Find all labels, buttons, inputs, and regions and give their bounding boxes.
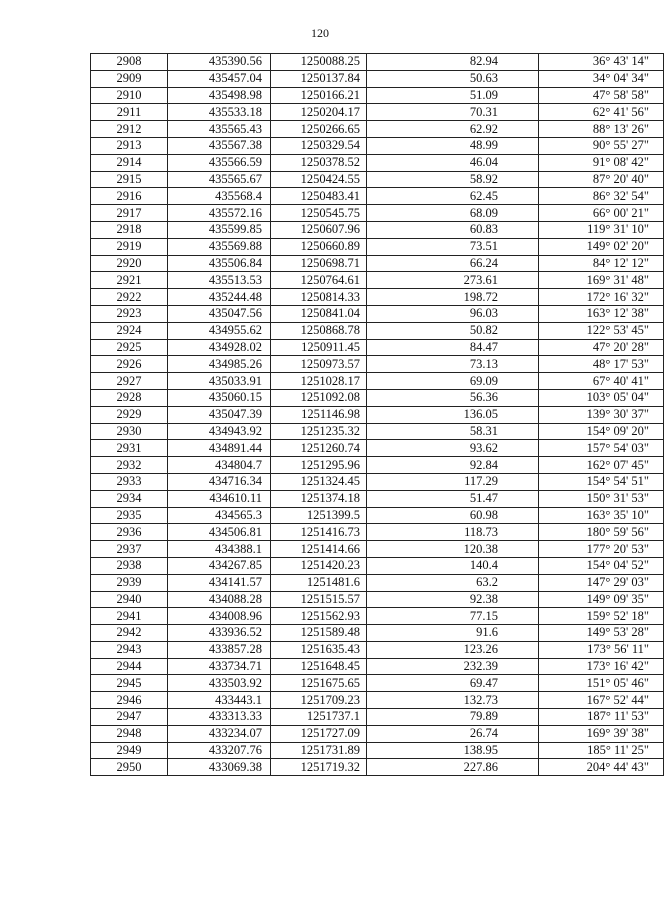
distance-cell: 63.2 xyxy=(367,574,539,591)
x-coordinate-cell: 435533.18 xyxy=(168,104,271,121)
table-row xyxy=(91,759,664,776)
point-number-cell: 2908 xyxy=(91,54,168,71)
y-coordinate-cell: 1250698.71 xyxy=(271,255,367,272)
bearing-angle-cell: 154° 09' 20" xyxy=(539,423,664,440)
table-row xyxy=(91,87,664,104)
bearing-angle-cell: 204° 44' 43" xyxy=(539,759,664,776)
table-row xyxy=(91,490,664,507)
y-coordinate-cell: 1251028.17 xyxy=(271,373,367,390)
bearing-angle-cell: 185° 11' 25" xyxy=(539,742,664,759)
distance-cell: 51.09 xyxy=(367,87,539,104)
point-number-cell: 2912 xyxy=(91,121,168,138)
distance-cell: 117.29 xyxy=(367,473,539,490)
x-coordinate-cell: 435568.4 xyxy=(168,188,271,205)
point-number-cell: 2946 xyxy=(91,692,168,709)
x-coordinate-cell: 434891.44 xyxy=(168,440,271,457)
point-number-cell: 2913 xyxy=(91,137,168,154)
distance-cell: 232.39 xyxy=(367,658,539,675)
bearing-angle-cell: 67° 40' 41" xyxy=(539,373,664,390)
point-number-cell: 2937 xyxy=(91,541,168,558)
bearing-angle-cell: 187° 11' 53" xyxy=(539,709,664,726)
distance-cell: 77.15 xyxy=(367,608,539,625)
point-number-cell: 2921 xyxy=(91,272,168,289)
distance-cell: 26.74 xyxy=(367,725,539,742)
y-coordinate-cell: 1250137.84 xyxy=(271,70,367,87)
point-number-cell: 2938 xyxy=(91,557,168,574)
bearing-angle-cell: 47° 20' 28" xyxy=(539,339,664,356)
x-coordinate-cell: 435060.15 xyxy=(168,389,271,406)
x-coordinate-cell: 435565.67 xyxy=(168,171,271,188)
distance-cell: 51.47 xyxy=(367,490,539,507)
table-row xyxy=(91,675,664,692)
x-coordinate-cell: 434388.1 xyxy=(168,541,271,558)
distance-cell: 92.38 xyxy=(367,591,539,608)
table-row xyxy=(91,641,664,658)
table-row xyxy=(91,591,664,608)
bearing-angle-cell: 150° 31' 53" xyxy=(539,490,664,507)
x-coordinate-cell: 434985.26 xyxy=(168,356,271,373)
distance-cell: 132.73 xyxy=(367,692,539,709)
distance-cell: 46.04 xyxy=(367,154,539,171)
bearing-angle-cell: 167° 52' 44" xyxy=(539,692,664,709)
y-coordinate-cell: 1250424.55 xyxy=(271,171,367,188)
y-coordinate-cell: 1250764.61 xyxy=(271,272,367,289)
point-number-cell: 2916 xyxy=(91,188,168,205)
x-coordinate-cell: 433069.38 xyxy=(168,759,271,776)
y-coordinate-cell: 1251515.57 xyxy=(271,591,367,608)
bearing-angle-cell: 119° 31' 10" xyxy=(539,221,664,238)
table-row xyxy=(91,171,664,188)
bearing-angle-cell: 180° 59' 56" xyxy=(539,524,664,541)
distance-cell: 58.31 xyxy=(367,423,539,440)
point-number-cell: 2943 xyxy=(91,641,168,658)
point-number-cell: 2933 xyxy=(91,473,168,490)
x-coordinate-cell: 435566.59 xyxy=(168,154,271,171)
distance-cell: 69.09 xyxy=(367,373,539,390)
point-number-cell: 2919 xyxy=(91,238,168,255)
bearing-angle-cell: 103° 05' 04" xyxy=(539,389,664,406)
bearing-angle-cell: 86° 32' 54" xyxy=(539,188,664,205)
point-number-cell: 2914 xyxy=(91,154,168,171)
point-number-cell: 2925 xyxy=(91,339,168,356)
distance-cell: 140.4 xyxy=(367,557,539,574)
x-coordinate-cell: 435047.39 xyxy=(168,406,271,423)
x-coordinate-cell: 435498.98 xyxy=(168,87,271,104)
distance-cell: 70.31 xyxy=(367,104,539,121)
distance-cell: 50.63 xyxy=(367,70,539,87)
distance-cell: 138.95 xyxy=(367,742,539,759)
y-coordinate-cell: 1251416.73 xyxy=(271,524,367,541)
y-coordinate-cell: 1251589.48 xyxy=(271,625,367,642)
y-coordinate-cell: 1250660.89 xyxy=(271,238,367,255)
distance-cell: 73.51 xyxy=(367,238,539,255)
bearing-angle-cell: 159° 52' 18" xyxy=(539,608,664,625)
table-row xyxy=(91,272,664,289)
x-coordinate-cell: 435572.16 xyxy=(168,205,271,222)
bearing-angle-cell: 87° 20' 40" xyxy=(539,171,664,188)
table-row xyxy=(91,373,664,390)
y-coordinate-cell: 1250378.52 xyxy=(271,154,367,171)
point-number-cell: 2920 xyxy=(91,255,168,272)
bearing-angle-cell: 122° 53' 45" xyxy=(539,322,664,339)
distance-cell: 48.99 xyxy=(367,137,539,154)
point-number-cell: 2941 xyxy=(91,608,168,625)
bearing-angle-cell: 84° 12' 12" xyxy=(539,255,664,272)
x-coordinate-cell: 435033.91 xyxy=(168,373,271,390)
table-row xyxy=(91,524,664,541)
x-coordinate-cell: 435047.56 xyxy=(168,305,271,322)
table-row xyxy=(91,574,664,591)
table-row xyxy=(91,389,664,406)
table-row xyxy=(91,188,664,205)
point-number-cell: 2917 xyxy=(91,205,168,222)
bearing-angle-cell: 47° 58' 58" xyxy=(539,87,664,104)
point-number-cell: 2926 xyxy=(91,356,168,373)
table-row xyxy=(91,457,664,474)
x-coordinate-cell: 434716.34 xyxy=(168,473,271,490)
y-coordinate-cell: 1250266.65 xyxy=(271,121,367,138)
table-row xyxy=(91,440,664,457)
bearing-angle-cell: 139° 30' 37" xyxy=(539,406,664,423)
bearing-angle-cell: 66° 00' 21" xyxy=(539,205,664,222)
x-coordinate-cell: 434610.11 xyxy=(168,490,271,507)
table-row xyxy=(91,356,664,373)
point-number-cell: 2923 xyxy=(91,305,168,322)
x-coordinate-cell: 434565.3 xyxy=(168,507,271,524)
x-coordinate-cell: 435565.43 xyxy=(168,121,271,138)
distance-cell: 58.92 xyxy=(367,171,539,188)
distance-cell: 227.86 xyxy=(367,759,539,776)
x-coordinate-cell: 434955.62 xyxy=(168,322,271,339)
point-number-cell: 2928 xyxy=(91,389,168,406)
x-coordinate-cell: 435244.48 xyxy=(168,289,271,306)
bearing-angle-cell: 163° 35' 10" xyxy=(539,507,664,524)
bearing-angle-cell: 91° 08' 42" xyxy=(539,154,664,171)
x-coordinate-cell: 433443.1 xyxy=(168,692,271,709)
distance-cell: 136.05 xyxy=(367,406,539,423)
distance-cell: 56.36 xyxy=(367,389,539,406)
point-number-cell: 2911 xyxy=(91,104,168,121)
y-coordinate-cell: 1250607.96 xyxy=(271,221,367,238)
point-number-cell: 2935 xyxy=(91,507,168,524)
x-coordinate-cell: 435569.88 xyxy=(168,238,271,255)
x-coordinate-cell: 434506.81 xyxy=(168,524,271,541)
table-row xyxy=(91,423,664,440)
point-number-cell: 2910 xyxy=(91,87,168,104)
distance-cell: 118.73 xyxy=(367,524,539,541)
distance-cell: 73.13 xyxy=(367,356,539,373)
x-coordinate-cell: 435567.38 xyxy=(168,137,271,154)
x-coordinate-cell: 435513.53 xyxy=(168,272,271,289)
x-coordinate-cell: 433734.71 xyxy=(168,658,271,675)
y-coordinate-cell: 1250088.25 xyxy=(271,54,367,71)
x-coordinate-cell: 435390.56 xyxy=(168,54,271,71)
x-coordinate-cell: 434008.96 xyxy=(168,608,271,625)
distance-cell: 60.98 xyxy=(367,507,539,524)
distance-cell: 68.09 xyxy=(367,205,539,222)
bearing-angle-cell: 172° 16' 32" xyxy=(539,289,664,306)
bearing-angle-cell: 157° 54' 03" xyxy=(539,440,664,457)
y-coordinate-cell: 1251562.93 xyxy=(271,608,367,625)
bearing-angle-cell: 173° 16' 42" xyxy=(539,658,664,675)
distance-cell: 273.61 xyxy=(367,272,539,289)
y-coordinate-cell: 1251709.23 xyxy=(271,692,367,709)
y-coordinate-cell: 1250814.33 xyxy=(271,289,367,306)
bearing-angle-cell: 154° 54' 51" xyxy=(539,473,664,490)
point-number-cell: 2936 xyxy=(91,524,168,541)
bearing-angle-cell: 88° 13' 26" xyxy=(539,121,664,138)
point-number-cell: 2922 xyxy=(91,289,168,306)
y-coordinate-cell: 1250973.57 xyxy=(271,356,367,373)
bearing-angle-cell: 162° 07' 45" xyxy=(539,457,664,474)
table-row xyxy=(91,725,664,742)
x-coordinate-cell: 433503.92 xyxy=(168,675,271,692)
x-coordinate-cell: 434804.7 xyxy=(168,457,271,474)
point-number-cell: 2915 xyxy=(91,171,168,188)
table-row xyxy=(91,541,664,558)
table-body xyxy=(91,54,664,776)
bearing-angle-cell: 34° 04' 34" xyxy=(539,70,664,87)
point-number-cell: 2948 xyxy=(91,725,168,742)
y-coordinate-cell: 1251414.66 xyxy=(271,541,367,558)
x-coordinate-cell: 435599.85 xyxy=(168,221,271,238)
y-coordinate-cell: 1250166.21 xyxy=(271,87,367,104)
x-coordinate-cell: 433936.52 xyxy=(168,625,271,642)
y-coordinate-cell: 1250545.75 xyxy=(271,205,367,222)
table-row xyxy=(91,339,664,356)
table-row xyxy=(91,709,664,726)
point-number-cell: 2934 xyxy=(91,490,168,507)
table-row xyxy=(91,658,664,675)
distance-cell: 96.03 xyxy=(367,305,539,322)
bearing-angle-cell: 147° 29' 03" xyxy=(539,574,664,591)
x-coordinate-cell: 434267.85 xyxy=(168,557,271,574)
y-coordinate-cell: 1250204.17 xyxy=(271,104,367,121)
y-coordinate-cell: 1251648.45 xyxy=(271,658,367,675)
y-coordinate-cell: 1251731.89 xyxy=(271,742,367,759)
coordinates-table xyxy=(90,53,664,776)
y-coordinate-cell: 1251235.32 xyxy=(271,423,367,440)
distance-cell: 84.47 xyxy=(367,339,539,356)
distance-cell: 198.72 xyxy=(367,289,539,306)
distance-cell: 50.82 xyxy=(367,322,539,339)
bearing-angle-cell: 163° 12' 38" xyxy=(539,305,664,322)
y-coordinate-cell: 1251481.6 xyxy=(271,574,367,591)
bearing-angle-cell: 36° 43' 14" xyxy=(539,54,664,71)
point-number-cell: 2909 xyxy=(91,70,168,87)
table-row xyxy=(91,557,664,574)
bearing-angle-cell: 169° 39' 38" xyxy=(539,725,664,742)
table-row xyxy=(91,255,664,272)
point-number-cell: 2931 xyxy=(91,440,168,457)
distance-cell: 91.6 xyxy=(367,625,539,642)
y-coordinate-cell: 1250868.78 xyxy=(271,322,367,339)
point-number-cell: 2932 xyxy=(91,457,168,474)
y-coordinate-cell: 1250841.04 xyxy=(271,305,367,322)
x-coordinate-cell: 435506.84 xyxy=(168,255,271,272)
bearing-angle-cell: 169° 31' 48" xyxy=(539,272,664,289)
x-coordinate-cell: 433207.76 xyxy=(168,742,271,759)
point-number-cell: 2927 xyxy=(91,373,168,390)
distance-cell: 92.84 xyxy=(367,457,539,474)
point-number-cell: 2949 xyxy=(91,742,168,759)
y-coordinate-cell: 1251719.32 xyxy=(271,759,367,776)
bearing-angle-cell: 62° 41' 56" xyxy=(539,104,664,121)
table-row xyxy=(91,322,664,339)
point-number-cell: 2939 xyxy=(91,574,168,591)
y-coordinate-cell: 1251260.74 xyxy=(271,440,367,457)
table-row xyxy=(91,692,664,709)
x-coordinate-cell: 434928.02 xyxy=(168,339,271,356)
y-coordinate-cell: 1251374.18 xyxy=(271,490,367,507)
point-number-cell: 2942 xyxy=(91,625,168,642)
bearing-angle-cell: 149° 09' 35" xyxy=(539,591,664,608)
point-number-cell: 2950 xyxy=(91,759,168,776)
y-coordinate-cell: 1251399.5 xyxy=(271,507,367,524)
page-number: 120 xyxy=(311,26,329,40)
table-row xyxy=(91,742,664,759)
point-number-cell: 2929 xyxy=(91,406,168,423)
y-coordinate-cell: 1251675.65 xyxy=(271,675,367,692)
x-coordinate-cell: 434088.28 xyxy=(168,591,271,608)
table-row xyxy=(91,473,664,490)
bearing-angle-cell: 173° 56' 11" xyxy=(539,641,664,658)
distance-cell: 66.24 xyxy=(367,255,539,272)
table-row xyxy=(91,154,664,171)
table-row xyxy=(91,305,664,322)
x-coordinate-cell: 433313.33 xyxy=(168,709,271,726)
y-coordinate-cell: 1251727.09 xyxy=(271,725,367,742)
distance-cell: 93.62 xyxy=(367,440,539,457)
y-coordinate-cell: 1250911.45 xyxy=(271,339,367,356)
table-row xyxy=(91,289,664,306)
bearing-angle-cell: 90° 55' 27" xyxy=(539,137,664,154)
distance-cell: 60.83 xyxy=(367,221,539,238)
table-row xyxy=(91,507,664,524)
point-number-cell: 2924 xyxy=(91,322,168,339)
y-coordinate-cell: 1251635.43 xyxy=(271,641,367,658)
y-coordinate-cell: 1251295.96 xyxy=(271,457,367,474)
table-row xyxy=(91,137,664,154)
y-coordinate-cell: 1251420.23 xyxy=(271,557,367,574)
point-number-cell: 2944 xyxy=(91,658,168,675)
y-coordinate-cell: 1251324.45 xyxy=(271,473,367,490)
point-number-cell: 2947 xyxy=(91,709,168,726)
table-row xyxy=(91,121,664,138)
x-coordinate-cell: 433234.07 xyxy=(168,725,271,742)
bearing-angle-cell: 177° 20' 53" xyxy=(539,541,664,558)
x-coordinate-cell: 434141.57 xyxy=(168,574,271,591)
y-coordinate-cell: 1251092.08 xyxy=(271,389,367,406)
x-coordinate-cell: 435457.04 xyxy=(168,70,271,87)
distance-cell: 120.38 xyxy=(367,541,539,558)
y-coordinate-cell: 1250329.54 xyxy=(271,137,367,154)
table-row xyxy=(91,608,664,625)
table-row xyxy=(91,205,664,222)
y-coordinate-cell: 1250483.41 xyxy=(271,188,367,205)
distance-cell: 123.26 xyxy=(367,641,539,658)
distance-cell: 82.94 xyxy=(367,54,539,71)
x-coordinate-cell: 434943.92 xyxy=(168,423,271,440)
bearing-angle-cell: 154° 04' 52" xyxy=(539,557,664,574)
point-number-cell: 2918 xyxy=(91,221,168,238)
y-coordinate-cell: 1251146.98 xyxy=(271,406,367,423)
point-number-cell: 2945 xyxy=(91,675,168,692)
x-coordinate-cell: 433857.28 xyxy=(168,641,271,658)
bearing-angle-cell: 48° 17' 53" xyxy=(539,356,664,373)
point-number-cell: 2930 xyxy=(91,423,168,440)
point-number-cell: 2940 xyxy=(91,591,168,608)
table-row xyxy=(91,104,664,121)
bearing-angle-cell: 149° 02' 20" xyxy=(539,238,664,255)
table-row xyxy=(91,238,664,255)
table-row xyxy=(91,406,664,423)
y-coordinate-cell: 1251737.1 xyxy=(271,709,367,726)
table-row xyxy=(91,70,664,87)
bearing-angle-cell: 149° 53' 28" xyxy=(539,625,664,642)
bearing-angle-cell: 151° 05' 46" xyxy=(539,675,664,692)
distance-cell: 62.45 xyxy=(367,188,539,205)
distance-cell: 69.47 xyxy=(367,675,539,692)
table-row xyxy=(91,625,664,642)
distance-cell: 79.89 xyxy=(367,709,539,726)
table-row xyxy=(91,221,664,238)
distance-cell: 62.92 xyxy=(367,121,539,138)
table-row xyxy=(91,54,664,71)
